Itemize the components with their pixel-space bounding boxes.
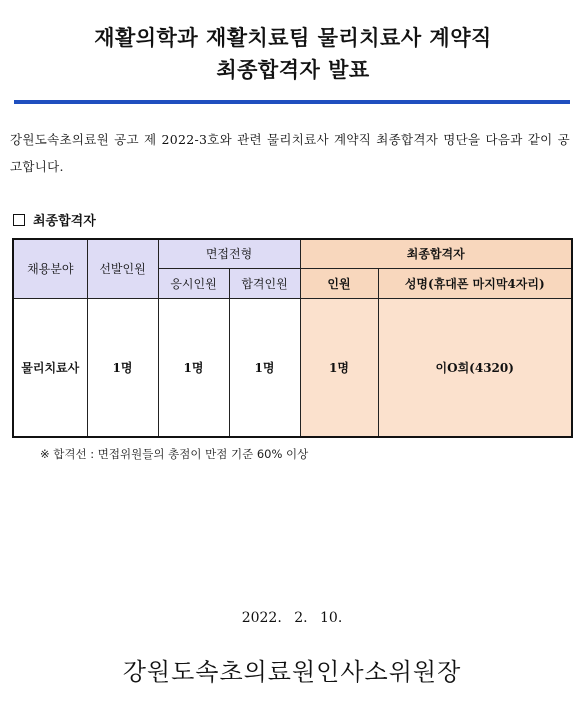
section-heading-label: 최종합격자	[33, 214, 96, 229]
header-selection: 선발인원	[87, 239, 158, 298]
header-applicants: 응시인원	[158, 268, 229, 298]
cell-passed: 1명	[229, 298, 300, 437]
section-heading	[13, 210, 96, 229]
cell-final-count: 1명	[300, 298, 378, 437]
table-row	[13, 298, 572, 437]
issuer-signature: 강원도속초의료원인사소위원장	[122, 658, 462, 686]
header-field: 채용분야	[13, 239, 87, 298]
header-passed: 합격인원	[229, 268, 300, 298]
cell-final-name: 이O희(4320)	[378, 298, 572, 437]
passing-criteria-note: ※ 합격선 : 면접위원들의 총점이 만점 기준 60% 이상	[40, 447, 309, 461]
table-header-row-1	[13, 239, 572, 268]
title-line-2: 최종합격자 발표	[216, 58, 370, 82]
cell-field: 물리치료사	[13, 298, 87, 437]
header-final-count: 인원	[300, 268, 378, 298]
announcement-date: 2022. 2. 10.	[241, 610, 343, 626]
page-title	[14, 22, 572, 86]
header-final-name: 성명(휴대폰 마지막4자리)	[378, 268, 572, 298]
header-final-group: 최종합격자	[300, 239, 572, 268]
intro-paragraph: 강원도속초의료원 공고 제 2022-3호와 관련 물리치료사 계약직 최종합격자 명단을 다음과 같이 공고합니다.	[10, 132, 570, 174]
results-table	[12, 238, 573, 438]
header-interview-group: 면접전형	[158, 239, 300, 268]
cell-selection: 1명	[87, 298, 158, 437]
checkbox-icon	[13, 214, 25, 226]
title-line-1: 재활의학과 재활치료팀 물리치료사 계약직	[94, 26, 492, 50]
cell-applicants: 1명	[158, 298, 229, 437]
title-divider	[14, 100, 570, 104]
